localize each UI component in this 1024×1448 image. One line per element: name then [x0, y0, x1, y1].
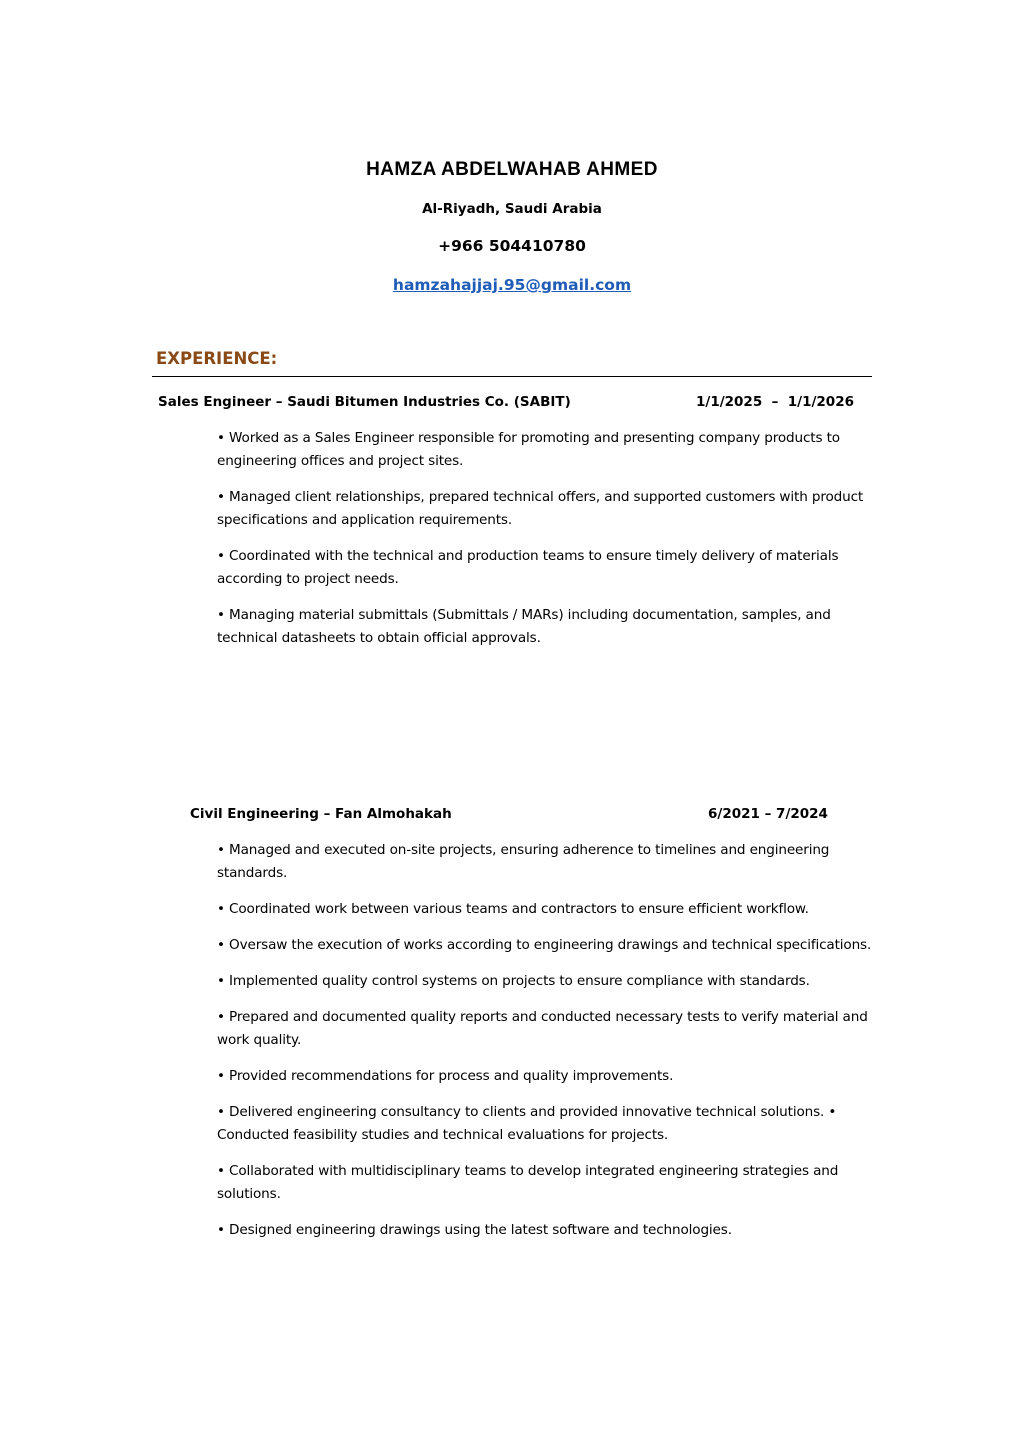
- job-dates-2: 6/2021 – 7/2024: [708, 806, 828, 822]
- list-item: • Prepared and documented quality reports and conducted necessary tests to verify material and work quality.: [217, 1009, 868, 1048]
- list-item: • Implemented quality control systems on projects to ensure compliance with standards.: [217, 973, 810, 989]
- job-title-2: Civil Engineering – Fan Almohakah: [190, 806, 452, 822]
- list-item: • Designed engineering drawings using the latest software and technologies.: [217, 1222, 732, 1238]
- list-item: • Managing material submittals (Submittals / MARs) including documentation, samples, and technical datasheets to obtain official approvals.: [217, 607, 831, 646]
- candidate-location: Al-Riyadh, Saudi Arabia: [422, 201, 602, 217]
- job-1-bullets: [217, 427, 877, 663]
- candidate-name: HAMZA ABDELWAHAB AHMED: [366, 159, 658, 180]
- candidate-phone: +966 504410780: [438, 237, 586, 255]
- job-2-bullets: [217, 839, 877, 1255]
- list-item: • Collaborated with multidisciplinary teams to develop integrated engineering strategies and solutions.: [217, 1163, 839, 1202]
- list-item: • Managed client relationships, prepared technical offers, and supported customers with product specifications and application requirements.: [217, 489, 864, 528]
- list-item: • Managed and executed on-site projects, ensuring adherence to timelines and engineering standards.: [217, 842, 830, 881]
- list-item: • Worked as a Sales Engineer responsible for promoting and presenting company products to engineering offices and project sites.: [217, 430, 840, 469]
- section-divider: [152, 376, 872, 377]
- list-item: • Coordinated work between various teams and contractors to ensure efficient workflow.: [217, 901, 809, 917]
- list-item: • Oversaw the execution of works according to engineering drawings and technical specifications.: [217, 937, 872, 953]
- experience-heading: EXPERIENCE:: [156, 349, 278, 368]
- job-dates-1: 1/1/2025 – 1/1/2026: [696, 394, 854, 410]
- list-item: • Delivered engineering consultancy to clients and provided innovative technical solutions. • Conducted feasibility studies and technical evaluations for projects.: [217, 1104, 837, 1143]
- list-item: • Coordinated with the technical and production teams to ensure timely delivery of materials according to project needs.: [217, 548, 839, 587]
- candidate-email: [0, 276, 1024, 294]
- email-link[interactable]: hamzahajjaj.95@gmail.com: [392, 276, 632, 294]
- job-title-1: Sales Engineer – Saudi Bitumen Industries Co. (SABIT): [158, 394, 571, 410]
- list-item: • Provided recommendations for process and quality improvements.: [217, 1068, 674, 1084]
